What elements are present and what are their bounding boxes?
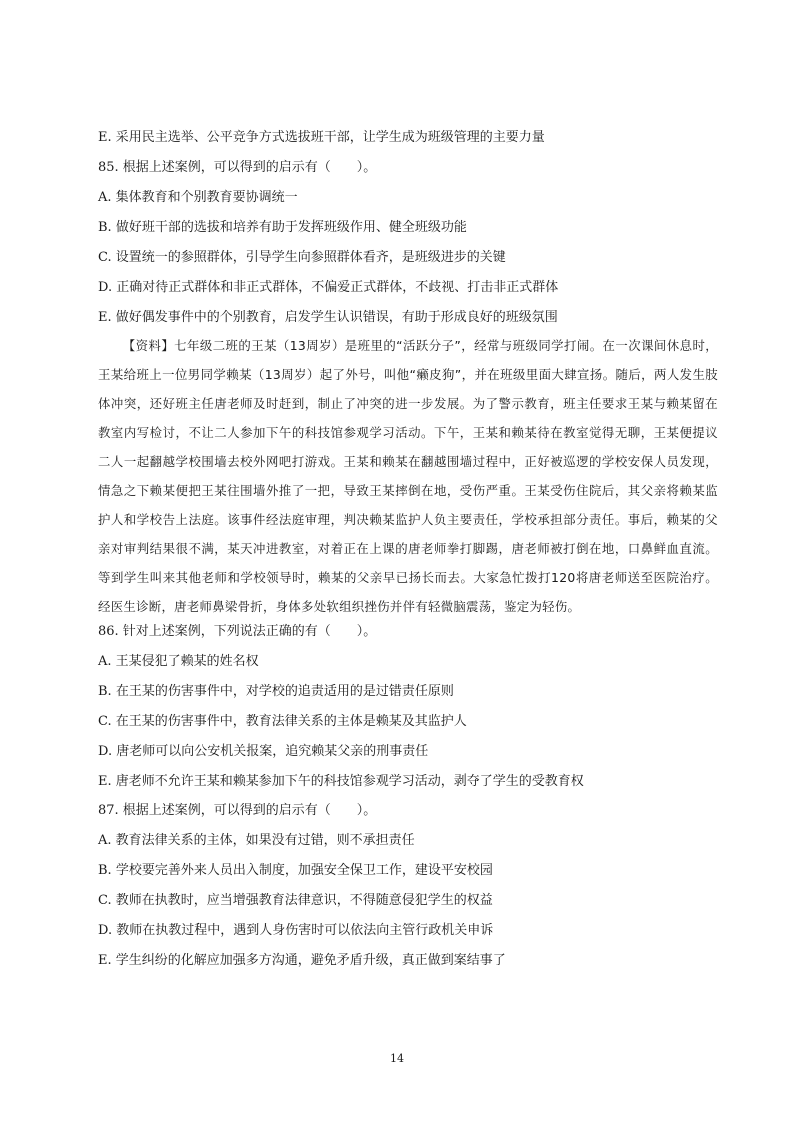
- q85-option-b: B. 做好班干部的选拔和培养有助于发挥班级作用、健全班级功能: [98, 220, 467, 235]
- q84-option-e: E. 采用民主选举、公平竞争方式选拔班干部，让学生成为班级管理的主要力量: [98, 130, 545, 145]
- q86-option-d: D. 唐老师可以向公安机关报案，追究赖某父亲的刑事责任: [98, 744, 429, 759]
- q85-option-c: C. 设置统一的参照群体，引导学生向参照群体看齐，是班级进步的关键: [98, 250, 506, 265]
- q86-option-b: B. 在王某的伤害事件中，对学校的追责适用的是过错责任原则: [98, 684, 454, 699]
- q87-stem: 87. 根据上述案例，可以得到的启示有（ ）。: [98, 803, 377, 818]
- q87-option-e: E. 学生纠纷的化解应加强多方沟通，避免矛盾升级，真正做到案结事了: [98, 953, 506, 968]
- q86-option-e: E. 唐老师不允许王某和赖某参加下午的科技馆参观学习活动，剥夺了学生的受教育权: [98, 774, 584, 789]
- q87-option-d: D. 教师在执教过程中，遇到人身伤害时可以依法向主管行政机关申诉: [98, 923, 494, 938]
- q87-option-c: C. 教师在执教时，应当增强教育法律意识，不得随意侵犯学生的权益: [98, 893, 493, 908]
- q85-stem: 85. 根据上述案例，可以得到的启示有（ ）。: [98, 160, 377, 175]
- q85-option-a: A. 集体教育和个别教育要协调统一: [98, 190, 298, 205]
- case-material-paragraph: 【资料】七年级二班的王某（13周岁）是班里的“活跃分子”，经常与班级同学打闹。在一次课间休息时，王某给班上一位男同学赖某（13周岁）起了外号，叫他“癞皮狗”，并在班级里面大肆宣扬。随后，两人发生肢体冲突，还好班主任唐老师及时赶到，制止了冲突的进一步发展。为了警示教育，班主任要求王某与赖某留在教室内写检讨，不让二人参加下午的科技馆参观学习活动。下午，王某和赖某待在教室觉得无聊，王某便提议二人一起翻越学校围墙去校外网吧打游戏。王某和赖某在翻越围墙过程中，正好被巡逻的学校安保人员发现，情急之下赖某便把王某往围墙外推了一把，导致王某摔倒在地，受伤严重。王某受伤住院后，其父亲将赖某监护人和学校告上法庭。该事件经法庭审理，判决赖某监护人负主要责任，学校承担部分责任。事后，赖某的父亲对审判结果很不满，某天冲进教室，对着正在上课的唐老师拳打脚踢，唐老师被打倒在地，口鼻鲜血直流。等到学生叫来其他老师和学校领导时，赖某的父亲早已扬长而去。大家急忙拨打120将唐老师送至医院治疗。经医生诊断，唐老师鼻梁骨折，身体多处软组织挫伤并伴有轻微脑震荡，鉴定为轻伤。: [98, 338, 718, 614]
- q85-option-d: D. 正确对待正式群体和非正式群体，不偏爱正式群体，不歧视、打击非正式群体: [98, 280, 559, 295]
- q86-option-a: A. 王某侵犯了赖某的姓名权: [98, 654, 259, 669]
- q86-stem: 86. 针对上述案例，下列说法正确的有（ ）。: [98, 624, 377, 639]
- q87-option-a: A. 教育法律关系的主体，如果没有过错，则不承担责任: [98, 833, 415, 848]
- q86-option-c: C. 在王某的伤害事件中，教育法律关系的主体是赖某及其监护人: [98, 714, 467, 729]
- page-number: 14: [390, 1052, 404, 1065]
- q85-option-e: E. 做好偶发事件中的个别教育，启发学生认识错误，有助于形成良好的班级氛围: [98, 310, 558, 325]
- q87-option-b: B. 学校要完善外来人员出入制度，加强安全保卫工作，建设平安校园: [98, 863, 493, 878]
